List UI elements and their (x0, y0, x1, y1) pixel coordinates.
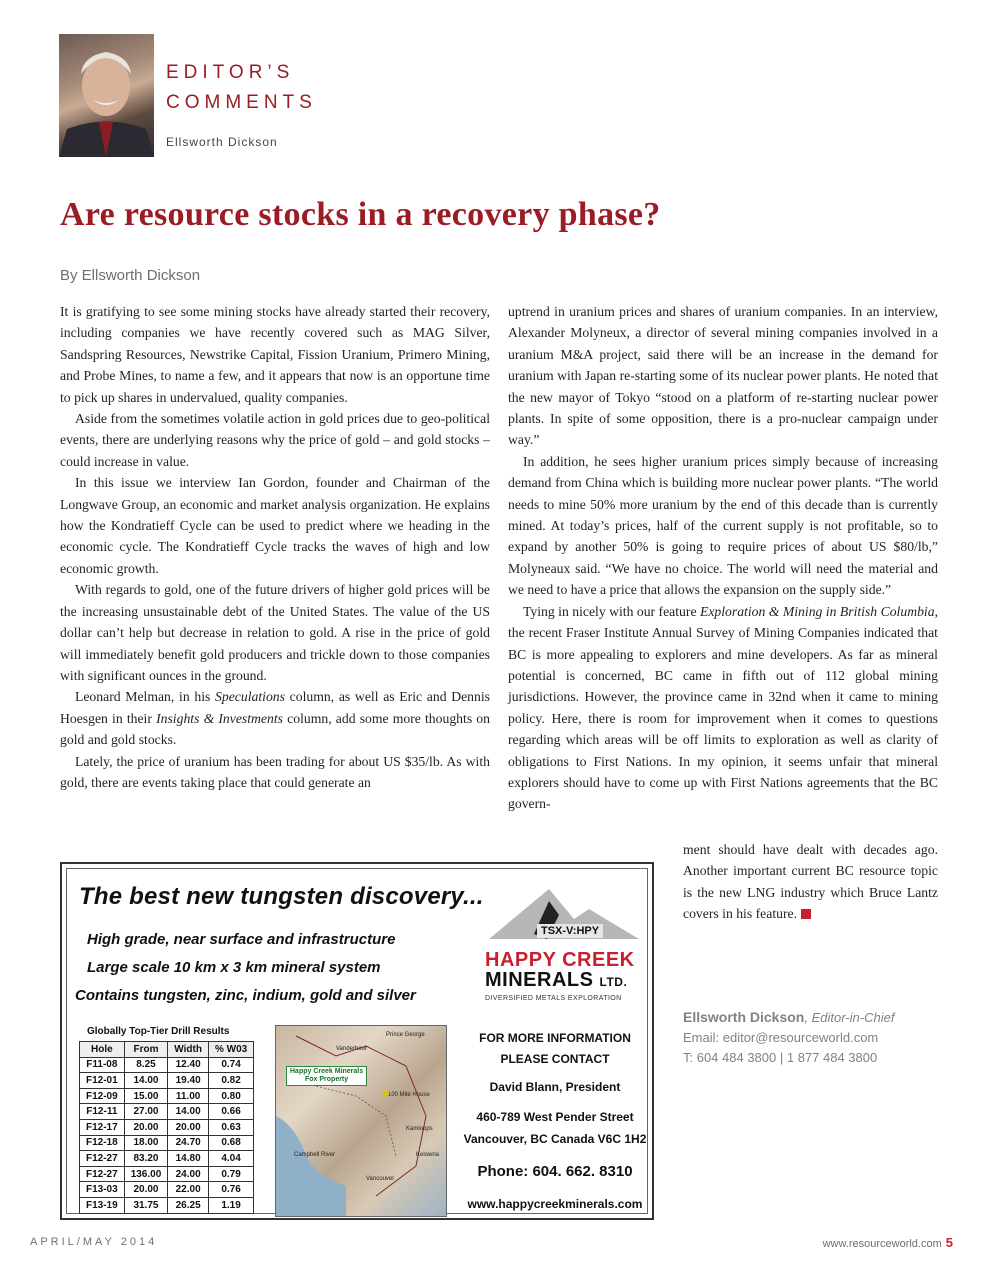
table-row (80, 1151, 254, 1167)
editor-name: Ellsworth Dickson (166, 135, 278, 149)
table-row (80, 1197, 254, 1213)
editor-photo (59, 34, 154, 157)
table-cell: 0.80 (208, 1088, 253, 1104)
column-header: From (124, 1042, 168, 1058)
paragraph: It is gratifying to see some mining stocks have already started their recovery, including companies we have recently covered such as MAG Silver, Sandspring Resources, Newstrike Capital, Fission Uranium, Primero Mining, and Probe Mines, to name a few, and it appears that now is an opportune time to pick up shares in undervalued, quality companies. (60, 304, 490, 405)
table-cell: 1.19 (208, 1197, 253, 1213)
table-cell: 0.63 (208, 1119, 253, 1135)
table-cell: F13-19 (80, 1197, 125, 1213)
company-name-line1: HAPPY CREEK (485, 949, 635, 971)
info-line: PLEASE CONTACT (500, 1052, 610, 1066)
footer-right (823, 1235, 953, 1250)
column-header: Width (168, 1042, 209, 1058)
address-line: 460-789 West Pender Street (476, 1110, 634, 1124)
drill-table-title: Globally Top-Tier Drill Results (87, 1026, 230, 1037)
table-cell: F12-01 (80, 1073, 125, 1089)
table-cell: F12-27 (80, 1166, 125, 1182)
table-row (80, 1119, 254, 1135)
map-property-label: Happy Creek Minerals Fox Property (286, 1066, 367, 1086)
table-cell: 20.00 (124, 1182, 168, 1198)
table-row (80, 1182, 254, 1198)
table-cell: 0.82 (208, 1073, 253, 1089)
page-number: 5 (945, 1235, 953, 1250)
table-cell: 31.75 (124, 1197, 168, 1213)
ad-bullet: Large scale 10 km x 3 km mineral system (87, 959, 381, 976)
table-cell: 0.79 (208, 1166, 253, 1182)
table-cell: F12-11 (80, 1104, 125, 1120)
table-cell: 8.25 (124, 1057, 168, 1073)
column-name: Insights & Investments (156, 710, 283, 726)
table-row (80, 1166, 254, 1182)
map-place: Vanderhoof (336, 1046, 367, 1052)
table-cell: 15.00 (124, 1088, 168, 1104)
signature-name: Ellsworth Dickson (683, 1009, 805, 1025)
issue-date: APRIL/MAY 2014 (30, 1236, 158, 1248)
table-row (80, 1104, 254, 1120)
table-header-row (80, 1042, 254, 1058)
table-row (80, 1057, 254, 1073)
table-cell: 0.68 (208, 1135, 253, 1151)
table-cell: 0.74 (208, 1057, 253, 1073)
table-cell: 4.04 (208, 1151, 253, 1167)
table-cell: F13-03 (80, 1182, 125, 1198)
property-map (275, 1025, 447, 1217)
address-line: Vancouver, BC Canada V6C 1H2 (463, 1132, 647, 1146)
paragraph: Aside from the sometimes volatile action in gold prices due to geo-political events, there are underlying reasons why the price of gold – and gold stocks – could increase in value. (60, 411, 490, 469)
map-place: Kelowna (416, 1152, 440, 1158)
paragraph: Tying in nicely with our feature Exploration & Mining in British Columbia, the recent Fraser Institute Annual Survey of Mining Companies indicated that BC is more appealing to explorers and mine developers. As far as mineral potential is concerned, BC came in fifth out of 112 global mining jurisdictions. However, the province came in 32nd when it came to mining policy. Here, there is room for improvement when it comes to questions regarding which areas will be off limits to exploration as well as clarity of obligations to First Nations. In my opinion, it seems unfair that mineral explorers should have to come up with First Nations agreements that the BC govern- (508, 603, 938, 812)
company-name-line2: MINERALS LTD. (485, 969, 628, 991)
table-row (80, 1135, 254, 1151)
table-row (80, 1088, 254, 1104)
feature-name: Exploration & Mining in British Columbia (699, 603, 935, 619)
table-cell: F11-08 (80, 1057, 125, 1073)
paragraph: Lately, the price of uranium has been trading for about US $35/lb. As with gold, there are events taking place that could generate an (60, 753, 490, 790)
contact-name: David Blann, President (489, 1080, 621, 1094)
table-cell: 136.00 (124, 1166, 168, 1182)
ad-bullet: High grade, near surface and infrastructure (87, 931, 396, 948)
table-cell: 0.66 (208, 1104, 253, 1120)
table-cell: 20.00 (124, 1119, 168, 1135)
table-cell: 12.40 (168, 1057, 209, 1073)
table-cell: 14.80 (168, 1151, 209, 1167)
paragraph: uptrend in uranium prices and shares of uranium companies. In an interview, Alexander Molyneux, a director of several mining companies involved in a uranium M&A project, said there will be an increase in the demand for uranium with Japan re-starting some of its nuclear power plants. He noted that the new mayor of Tokyo “stood on a platform of re-starting nuclear power plants. In spite of some opposition, there is a pro-nuclear campaign under way.” (508, 304, 938, 448)
paragraph: In this issue we interview Ian Gordon, founder and Chairman of the Longwave Group, an economic and market analysis organization. He explains how the Kondratieff Cycle can be used to predict where we heading in the economic cycle. The Kondratieff Cycle tracks the waves of high and low economic growth. (60, 475, 490, 576)
byline: By Ellsworth Dickson (60, 267, 201, 284)
table-cell: 20.00 (168, 1119, 209, 1135)
map-place: Campbell River (294, 1152, 336, 1158)
map-place: Vancouver (366, 1176, 395, 1182)
table-cell: F12-17 (80, 1119, 125, 1135)
section-label: EDITOR’S (166, 62, 295, 83)
ticker-symbol: TSX-V:HPY (537, 924, 603, 938)
ad-bullet: Contains tungsten, zinc, indium, gold and silver (75, 987, 416, 1004)
article-column-3 (683, 839, 938, 925)
table-cell: F12-18 (80, 1135, 125, 1151)
map-place: 100 Mile House (388, 1092, 430, 1098)
ad-phone: Phone: 604. 662. 8310 (477, 1163, 633, 1180)
table-cell: 18.00 (124, 1135, 168, 1151)
table-cell: F12-09 (80, 1088, 125, 1104)
column-name: Speculations (215, 689, 285, 705)
article-column-1 (60, 301, 490, 793)
column-header: % W03 (208, 1042, 253, 1058)
table-cell: 83.20 (124, 1151, 168, 1167)
table-cell: 14.00 (124, 1073, 168, 1089)
paragraph: With regards to gold, one of the future drivers of higher gold prices will be the increasing unsustainable debt of the United States. The value of the US dollar can’t help but decrease in relation to gold. A rise in the price of gold will immediately benefit gold producers and trickle down to those companies with significant ounces in the ground. (60, 582, 490, 683)
article-column-2 (508, 301, 938, 815)
drill-results-table (79, 1041, 254, 1214)
signature-phone: T: 604 484 3800 | 1 877 484 3800 (683, 1050, 878, 1065)
info-line: FOR MORE INFORMATION (479, 1031, 631, 1045)
table-cell: 26.25 (168, 1197, 209, 1213)
table-cell: 27.00 (124, 1104, 168, 1120)
table-cell: 11.00 (168, 1088, 209, 1104)
map-place: Kamloops (406, 1126, 433, 1132)
paragraph: ment should have dealt with decades ago. Another important current BC resource topic is the new LNG industry which Bruce Lantz covers in his feature. (683, 842, 938, 922)
table-cell: 0.76 (208, 1182, 253, 1198)
signature-role: , Editor-in-Chief (804, 1010, 895, 1025)
table-cell: 14.00 (168, 1104, 209, 1120)
signature-block (683, 1007, 894, 1068)
table-cell: 22.00 (168, 1182, 209, 1198)
table-cell: F12-27 (80, 1151, 125, 1167)
ad-inner-frame (66, 868, 648, 1214)
table-cell: 24.00 (168, 1166, 209, 1182)
property-star-icon: ★ (380, 1086, 391, 1100)
table-cell: 24.70 (168, 1135, 209, 1151)
section-label-2: COMMENTS (166, 92, 317, 113)
table-cell: 19.40 (168, 1073, 209, 1089)
article-title: Are resource stocks in a recovery phase? (60, 196, 661, 233)
advertisement[interactable] (60, 862, 654, 1220)
ad-headline: The best new tungsten discovery... (79, 883, 484, 910)
paragraph: Leonard Melman, in his Speculations column, as well as Eric and Dennis Hoesgen in their Insights & Investments column, add some more thoughts on gold and gold stocks. (60, 689, 490, 748)
site-url[interactable]: www.resourceworld.com (822, 1238, 942, 1250)
paragraph: In addition, he sees higher uranium prices simply because of increasing demand from China which is building more nuclear power plants. “The world needs to mine 50% more uranium by the end of this decade than is currently mined. At today’s prices, half of the current supply is not profitable, so to expand by another 50% is going to require prices of about US $80/lb,” Molyneaux said. “We have no choice. The world will need the material and we need to have a price that allows the expansion on the supply side.” (508, 453, 938, 598)
ad-website-link[interactable]: www.happycreekminerals.com (467, 1197, 643, 1211)
company-tagline: DIVERSIFIED METALS EXPLORATION (485, 995, 622, 1002)
signature-email[interactable]: Email: editor@resourceworld.com (683, 1030, 879, 1045)
table-row (80, 1073, 254, 1089)
column-header: Hole (80, 1042, 125, 1058)
map-place: Prince George (386, 1032, 425, 1038)
end-mark-icon (801, 909, 811, 919)
